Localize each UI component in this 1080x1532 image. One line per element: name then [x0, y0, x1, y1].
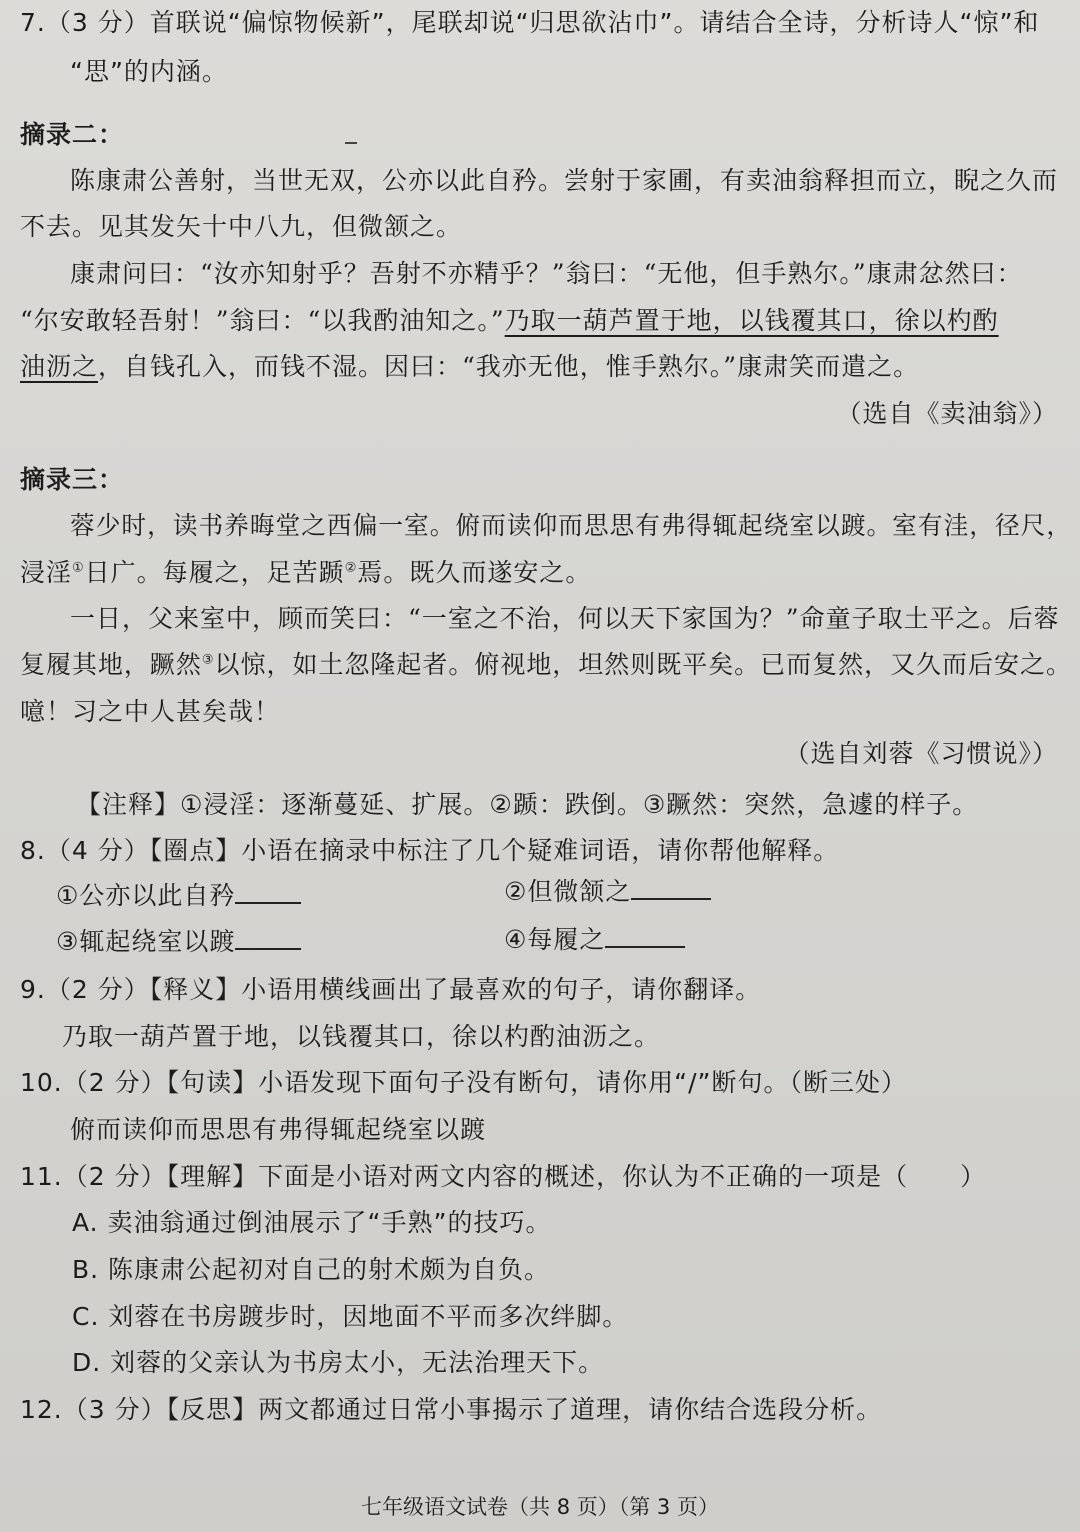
answer-blank[interactable]	[631, 874, 711, 900]
q11-option-b: B. 陈康肃公起初对自己的射术颇为自负。	[72, 1255, 551, 1284]
excerpt3-p1-line1: 蓉少时，读书养晦堂之西偏一室。俯而读仰而思思有弗得辄起绕室以踱。室有洼，径尺，	[70, 511, 1073, 540]
text-segment: 浸淫	[20, 558, 73, 587]
footnote-marker: ③	[201, 652, 215, 668]
excerpt2-heading: 摘录二：	[20, 120, 125, 149]
excerpt2-source: （选自《卖油翁》）	[836, 399, 1058, 428]
item-text: ④每履之	[504, 925, 606, 954]
text-segment: 日广。每履之，足苦踬	[84, 558, 345, 587]
excerpt3-source: （选自刘蓉《习惯说》）	[784, 739, 1058, 768]
q9-stem: 9.（2 分）【释义】小语用横线画出了最喜欢的句子，请你翻译。	[20, 975, 762, 1004]
excerpt2-p2-line2	[20, 304, 999, 338]
q7-line2: “思”的内涵。	[70, 57, 228, 86]
q8-item4	[504, 922, 685, 957]
excerpt3-heading: 摘录三：	[20, 465, 125, 494]
text-segment: 焉。既久而遂安之。	[357, 558, 592, 587]
q11-option-c: C. 刘蓉在书房踱步时，因地面不平而多次绊脚。	[72, 1302, 629, 1331]
q8-item1	[56, 878, 301, 913]
excerpt2-p2-line2-plain: “尔安敢轻吾射！”翁曰：“以我酌油知之。”	[20, 306, 505, 335]
underlined-sentence-part1: 乃取一葫芦置于地，以钱覆其口，徐以杓酌	[504, 306, 999, 335]
excerpt2-p2-line3	[20, 350, 919, 384]
excerpt3-note: 【注释】①浸淫：逐渐蔓延、扩展。②踬：跌倒。③蹶然：突然，急遽的样子。	[76, 790, 979, 819]
excerpt3-p2-line2	[20, 648, 1072, 682]
q7-line1: 7.（3 分）首联说“偏惊物候新”，尾联却说“归思欲沾巾”。请结合全诗，分析诗人“惊”和	[20, 8, 1040, 37]
footnote-marker: ①	[72, 560, 85, 576]
page-footer: 七年级语文试卷（共 8 页）（第 3 页）	[361, 1495, 719, 1519]
excerpt3-p1-line2	[20, 556, 591, 590]
excerpt3-p2-line1: 一日，父来室中，顾而笑曰：“一室之不治，何以天下家国为？”命童子取土平之。后蓉	[70, 604, 1060, 633]
answer-blank[interactable]	[235, 924, 301, 950]
item-text: ③辄起绕室以踱	[56, 927, 236, 956]
answer-blank[interactable]	[235, 878, 301, 904]
q9-sentence: 乃取一葫芦置于地，以钱覆其口，徐以杓酌油沥之。	[62, 1022, 661, 1051]
q10-sentence: 俯而读仰而思思有弗得辄起绕室以踱	[70, 1115, 487, 1144]
text-segment: 复履其地，蹶然	[20, 650, 202, 679]
q8-item2	[504, 874, 711, 909]
text-segment: 以惊，如土忽隆起者。俯视地，坦然则既平矣。已而复然，又久而后安之。	[214, 650, 1072, 679]
excerpt2-p1-line2: 不去。见其发矢十中八九，但微颔之。	[20, 212, 463, 241]
excerpt2-p2-line1: 康肃问曰：“汝亦知射乎？吾射不亦精乎？”翁曰：“无他，但手熟尔。”康肃忿然曰：	[70, 259, 1023, 288]
q11-option-a: A. 卖油翁通过倒油展示了“手熟”的技巧。	[72, 1208, 552, 1237]
excerpt3-p2-line3: 噫！习之中人甚矣哉！	[20, 697, 281, 726]
q11-stem: 11.（2 分）【理解】下面是小语对两文内容的概述，你认为不正确的一项是（ ）	[20, 1162, 987, 1191]
item-text: ①公亦以此自矜	[56, 881, 236, 910]
answer-blank[interactable]	[605, 922, 685, 948]
excerpt2-p1-line1: 陈康肃公善射，当世无双，公亦以此自矜。尝射于家圃，有卖油翁释担而立，睨之久而	[70, 166, 1059, 195]
underlined-sentence-part2: 油沥之	[20, 352, 99, 381]
item-text: ②但微颔之	[504, 877, 632, 906]
q8-stem: 8.（4 分）【圈点】小语在摘录中标注了几个疑难词语，请你帮他解释。	[20, 836, 840, 865]
stray-mark	[345, 142, 357, 144]
q8-item3	[56, 924, 301, 959]
q11-option-d: D. 刘蓉的父亲认为书房太小，无法治理天下。	[72, 1348, 605, 1377]
q12-stem: 12.（3 分）【反思】两文都通过日常小事揭示了道理，请你结合选段分析。	[20, 1395, 883, 1424]
footnote-marker: ②	[344, 560, 358, 576]
excerpt2-p2-line3-plain: ，自钱孔入，而钱不湿。因曰：“我亦无他，惟手熟尔。”康肃笑而遣之。	[98, 352, 920, 381]
q10-stem: 10.（2 分）【句读】小语发现下面句子没有断句，请你用“/”断句。（断三处）	[20, 1068, 907, 1097]
